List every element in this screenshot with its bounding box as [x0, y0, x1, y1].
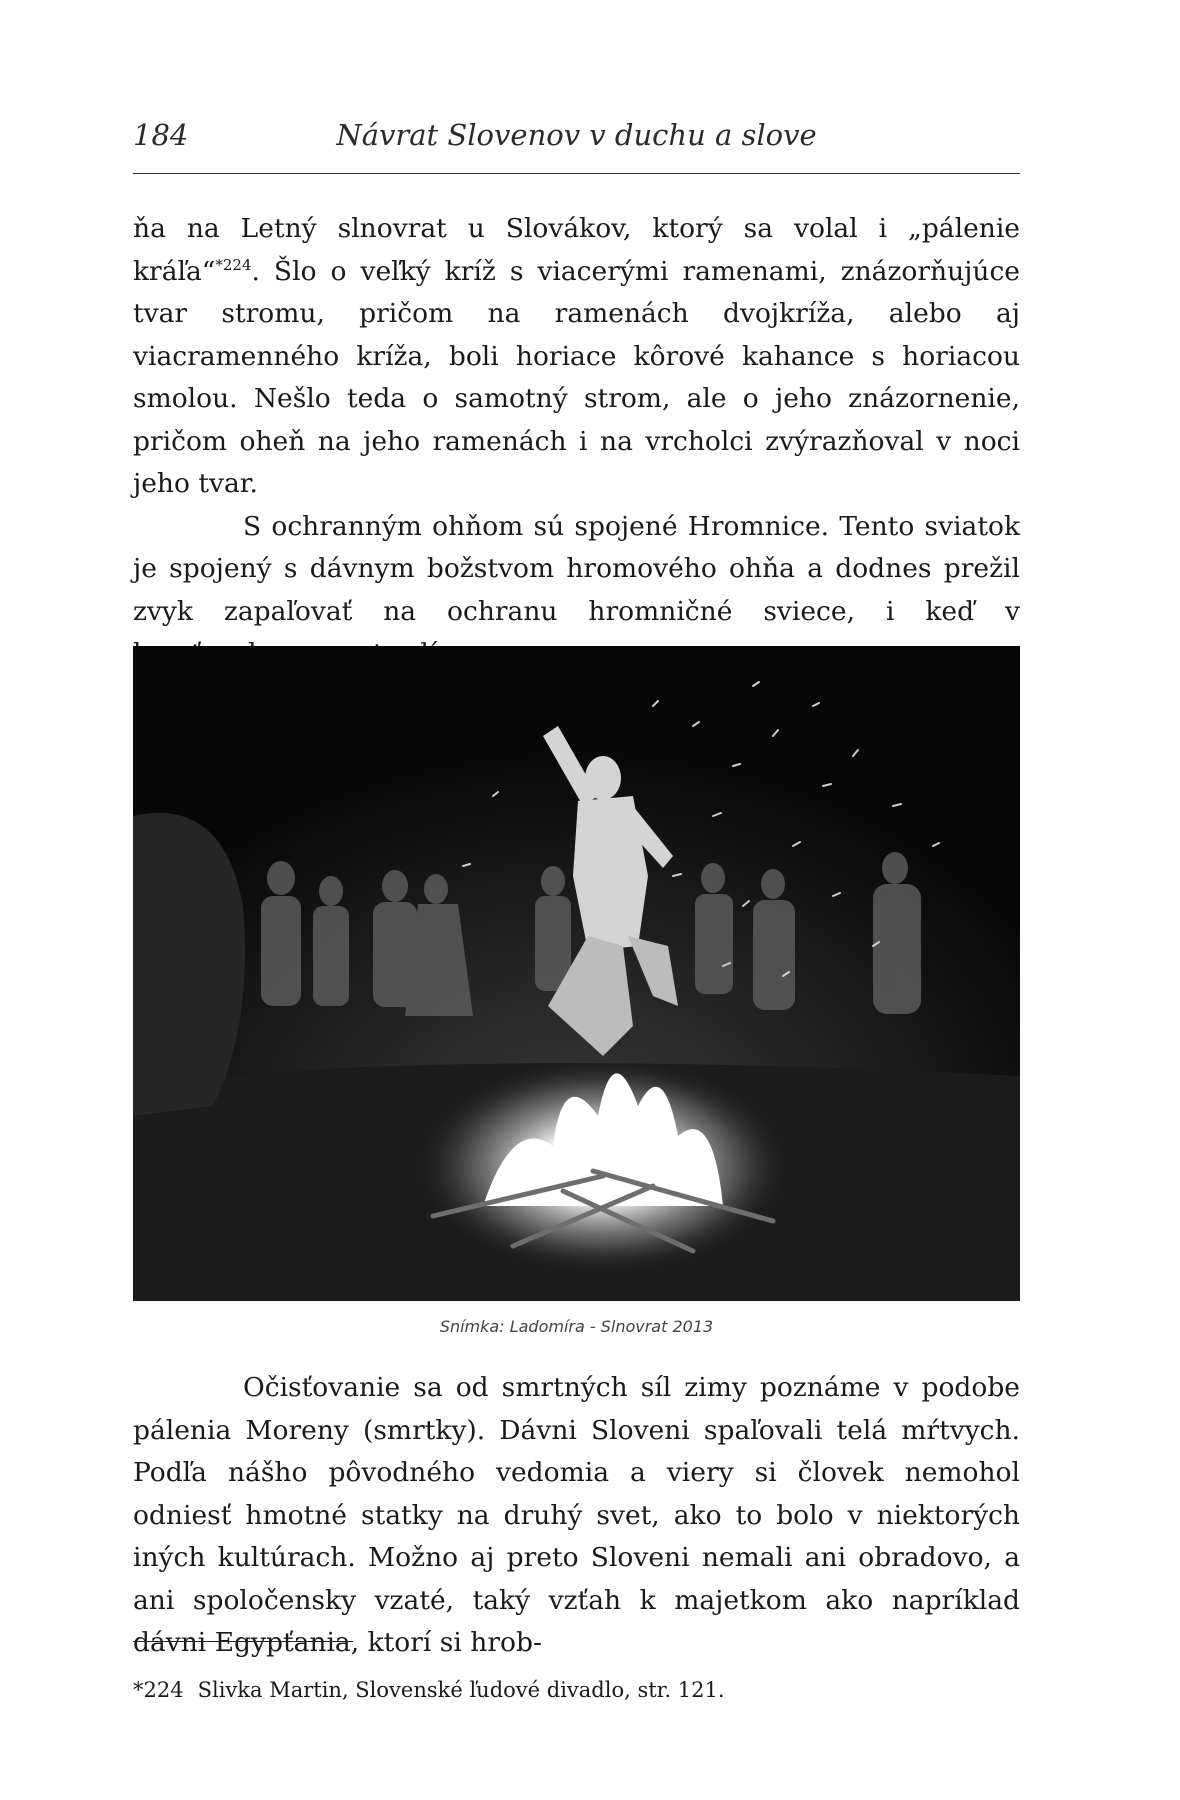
footnote-reference[interactable]: *224 [215, 255, 252, 274]
body-text-top [133, 208, 1020, 676]
footnote [133, 1675, 1020, 1705]
footnote-rule [133, 1641, 353, 1642]
footnote-text: Slivka Martin, Slovenské ľudové divadlo, str. 121. [197, 1678, 725, 1702]
running-title: Návrat Slovenov v duchu a slove [336, 118, 817, 152]
paragraph-hromnice: S ochranným ohňom sú spojené Hromnice. Tento sviatok je spojený s dávnym božstvom hromového ohňa a dodnes prežil zvyk zapaľovať na ochranu hromničné sviece, i keď v [133, 510, 1020, 627]
body-text-bottom [133, 1367, 1020, 1665]
paragraph-morena: Očisťovanie sa od smrtných síl zimy poznáme v podobe pálenia Moreny (smrtky). Dávni Sloveni spaľovali telá mŕtvych. Podľa nášho pôvodného vedomia a viery si človek nemohol odniesť hmotné statky na druhý svet, ako to bolo v niektorých iných kultúrach. Možno aj preto Sloveni nemali ani obradovo, a ani spoločensky vzaté, taký vzťah k majetkom ako napríklad dávni Egypťania, ktorí si hrob- [133, 1372, 1020, 1658]
page-number: 184 [133, 118, 189, 152]
running-header [133, 118, 1020, 158]
footnote-marker: *224 [133, 1678, 184, 1702]
photo-bonfire-jump [133, 646, 1020, 1301]
figure-caption: Snímka: Ladomíra - Slnovrat 2013 [439, 1317, 714, 1336]
header-rule [133, 173, 1020, 174]
paragraph-continued: ňa na Letný slnovrat u Slovákov, ktorý sa volal i „pálenie kráľa“$^{*224}$. Šlo o veľký kríž s viacerými ramenami, znázorňujúce tvar stromu, pričom na ramenách dvojkríža, alebo aj viacramenného kríža, boli horiace kôrové kahance s horiacou smolou. Nešlo teda o samotný strom, ale o jeho znázornenie, pričom oheň na jeho ramenách i na vrcholci zvýrazňoval v noci jeho tvar. [133, 213, 1020, 499]
